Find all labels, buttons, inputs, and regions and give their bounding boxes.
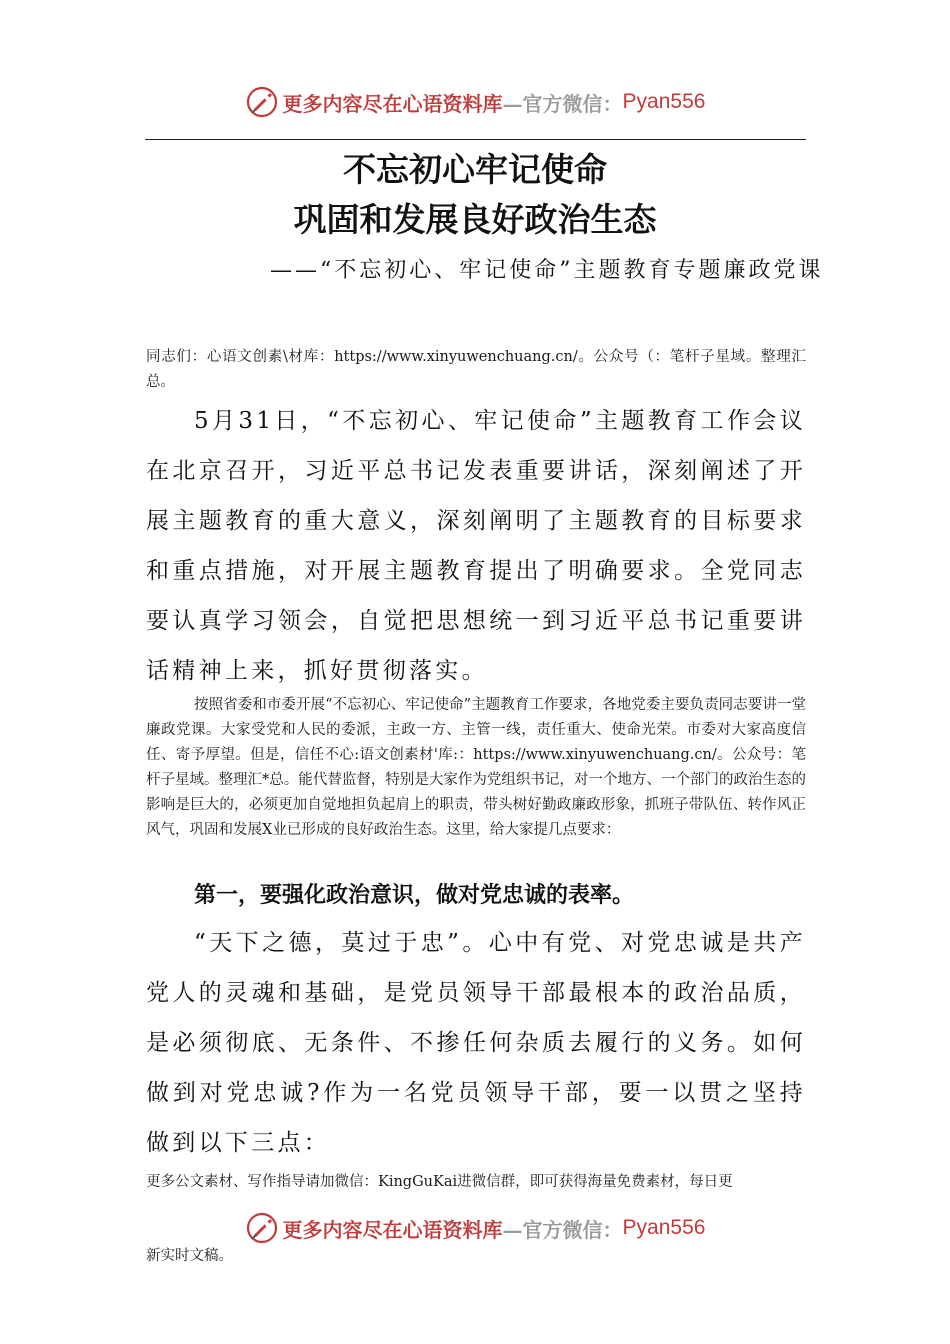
header-divider: [145, 139, 806, 140]
footer-note-line2: 新实时文稿。: [146, 1248, 233, 1264]
doc-title-line1: 不忘初心牢记使命: [343, 150, 607, 189]
watermark-official-label: —官方微信：: [502, 91, 623, 116]
body-paragraph-3: “天下之德，莫过于忠”。心中有党、对党忠诚是共产党人的灵魂和基础，是党员领导干部最根本的政治品质，是必须彻底、无条件、不掺任何杂质去履行的义务。如何做到对党忠诚?作为一名党员领导干部，要一以贯之坚持做到以下三点：: [146, 930, 806, 1156]
watermark-wechat-id: Pyan556: [622, 1216, 706, 1239]
footer-note-line1: 更多公文素材、写作指导请加微信：KingGuKai进微信群，即可获得海量免费素材，每日更: [146, 1174, 733, 1190]
watermark-text: 更多内容尽在心语资料库: [282, 91, 503, 116]
doc-subtitle: ——“不忘初心、牢记使命”主题教育专题廉政党课: [270, 258, 824, 283]
watermark-banner-bottom: [0, 1208, 950, 1248]
watermark-text: 更多内容尽在心语资料库: [282, 1217, 503, 1242]
quill-logo-icon: [245, 1211, 279, 1245]
body-paragraph-1: 5月31日，“不忘初心、牢记使命”主题教育工作会议在北京召开，习近平总书记发表重要讲话，深刻阐述了开展主题教育的重大意义，深刻阐明了主题教育的目标要求和重点措施，对开展主题教育提出了明确要求。全党同志要认真学习领会，自觉把思想统一到习近平总书记重要讲话精神上来，抓好贯彻落实。: [146, 408, 806, 684]
watermark-official-label: —官方微信：: [502, 1217, 623, 1242]
watermark-wechat-id: Pyan556: [622, 90, 706, 113]
section-heading-1: 第一，要强化政治意识，做对党忠诚的表率。: [194, 883, 635, 908]
doc-title-line2: 巩固和发展良好政治生态: [293, 200, 657, 239]
watermark-banner-top: [0, 82, 950, 122]
greeting-paragraph: 同志们：心语文创素\材库：https://www.xinyuwenchuang.cn/。公众号（：笔杆子星域。整理汇总。: [146, 349, 806, 390]
body-paragraph-2: 按照省委和市委开展“不忘初心、牢记使命”主题教育工作要求，各地党委主要负责同志要讲一堂廉政党课。大家受党和人民的委派，主政一方、主管一线，责任重大、使命光荣。市委对大家高度信任、寄予厚望。但是，信任不心:语文创素材'库:：https://www.xinyuwenchuang.cn/。公众号：笔杆子星域。整理汇*总。能代替监督，特别是大家作为党组织书记，对一个地方、一个部门的政治生态的影响是巨大的，必须更加自觉地担负起肩上的职责，带头树好勤政廉政形象，抓班子带队伍、转作风正风气，巩固和发展X业已形成的良好政治生态。这里，给大家提几点要求：: [146, 697, 806, 838]
quill-logo-icon: [245, 85, 279, 119]
